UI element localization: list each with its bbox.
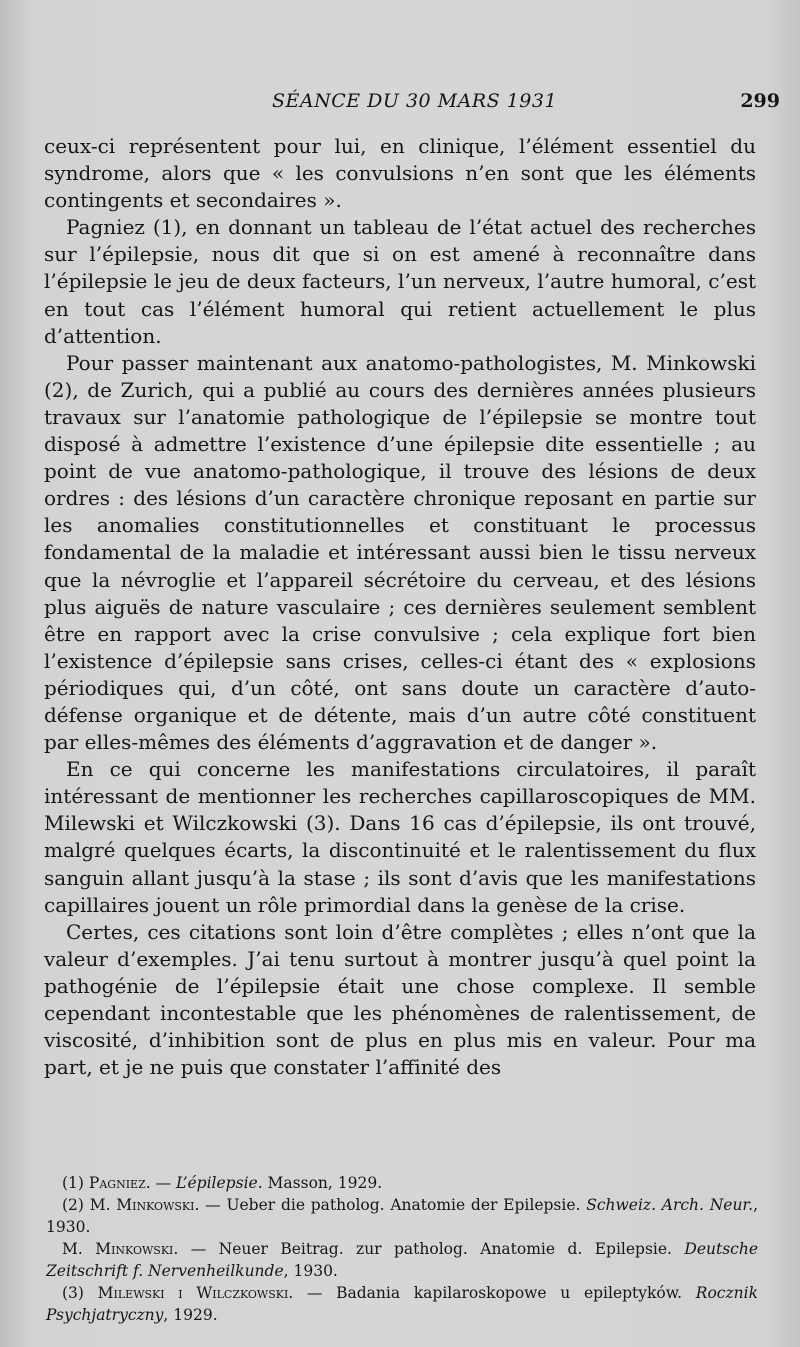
- footnote-separator: —: [293, 1284, 337, 1302]
- footnote-number: (3): [62, 1284, 84, 1302]
- paragraph: ceux-ci représentent pour lui, en clinique, l’élément essentiel du syndrome, alors que « les convulsions n’en sont que les éléments contingents et secondaires ».: [44, 134, 756, 213]
- footnote-number: (2): [62, 1196, 84, 1214]
- footnote-separator: —: [150, 1174, 176, 1192]
- footnote: [46, 1172, 758, 1194]
- footnote-rest: , 1930.: [46, 1196, 758, 1236]
- footnote-journal: Deutsche Zeitschrift f. Nervenheilkunde: [46, 1240, 758, 1280]
- footnote: [46, 1238, 758, 1282]
- footnote-title: L’épilepsie: [176, 1174, 258, 1192]
- body-text: [44, 133, 756, 1081]
- footnote-journal: Schweiz. Arch. Neur.: [586, 1196, 754, 1214]
- footnote: [46, 1282, 758, 1326]
- footnote-text: Ueber die patholog. Anatomie der Epilepsie.: [226, 1196, 587, 1214]
- paragraph: Certes, ces citations sont loin d’être complètes ; elles n’ont que la valeur d’exemples. J’ai tenu surtout à montrer jusqu’à quel point la pathogénie de l’épilepsie était une chose complexe. Il semble cependant incontestable que les phénomènes de ralentissement, de viscosité, d’inhibition sont de plus en plus mis en valeur. Pour ma part, et je ne puis que constater l’affinité des: [44, 919, 756, 1080]
- footnote-text: Neuer Beitrag. zur patholog. Anatomie d. Epilepsie.: [218, 1240, 685, 1258]
- footnote-rest: , 1929.: [163, 1306, 218, 1324]
- running-title: SÉANCE DU 30 MARS 1931: [272, 90, 558, 112]
- page-number: 299: [740, 90, 780, 112]
- footnote-number: (1): [62, 1174, 84, 1192]
- footnote-author: Milewski i Wilczkowski.: [97, 1284, 294, 1302]
- footnote-author: Pagniez.: [88, 1174, 151, 1192]
- footnote: [46, 1194, 758, 1238]
- footnote-journal: Rocznik Psychjatryczny: [46, 1284, 758, 1324]
- paragraph: En ce qui concerne les manifestations circulatoires, il paraît intéressant de mentionner les recherches capillaroscopiques de MM. Milewski et Wilczkowski (3). Dans 16 cas d’épilepsie, ils ont trouvé, malgré quelques écarts, la discontinuité et le ralentissement du flux sanguin allant jusqu’à la stase ; ils sont d’avis que les manifestations capillaires jouent un rôle primordial dans la genèse de la crise.: [44, 757, 756, 917]
- footnote-text: Badania kapilaroskopowe u epileptyków.: [336, 1284, 696, 1302]
- footnote-author: M. Minkowski.: [89, 1196, 200, 1214]
- running-header: [0, 88, 800, 118]
- paragraph: Pagniez (1), en donnant un tableau de l’état actuel des recherches sur l’épilepsie, nous dit que si on est amené à reconnaître dans l’épilepsie le jeu de deux facteurs, l’un nerveux, l’autre humoral, c’est en tout cas l’élément humoral qui retient actuellement le plus d’attention.: [44, 215, 756, 348]
- paragraph: Pour passer maintenant aux anatomo-pathologistes, M. Minkowski (2), de Zurich, qui a publié au cours des dernières années plusieurs travaux sur l’anatomie pathologique de l’épilepsie se montre tout disposé à admettre l’existence d’une épilepsie dite essentielle ; au point de vue anatomo-pathologique, il trouve des lésions de deux ordres : des lésions d’un caractère chronique reposant en partie sur les anomalies constitutionnelles et constituant le processus fondamental de la maladie et intéressant aussi bien le tissu nerveux que la névroglie et l’appareil sécrétoire du cerveau, et des lésions plus aiguës de nature vasculaire ; ces dernières seulement semblent être en rapport avec la crise convulsive ; cela explique fort bien l’existence d’épilepsie sans crises, celles-ci étant des « explosions périodiques qui, d’un côté, ont sans doute un caractère d’auto-défense organique et de détente, mais d’un autre côté constituent par elles-mêmes des éléments d’aggravation et de danger ».: [44, 350, 756, 755]
- footnote-author: M. Minkowski.: [62, 1240, 179, 1258]
- footnote-separator: —: [199, 1196, 227, 1214]
- footnotes: [46, 1172, 758, 1326]
- footnote-rest: . Masson, 1929.: [257, 1174, 383, 1192]
- footnote-separator: —: [178, 1240, 219, 1258]
- footnote-rest: , 1930.: [283, 1262, 338, 1280]
